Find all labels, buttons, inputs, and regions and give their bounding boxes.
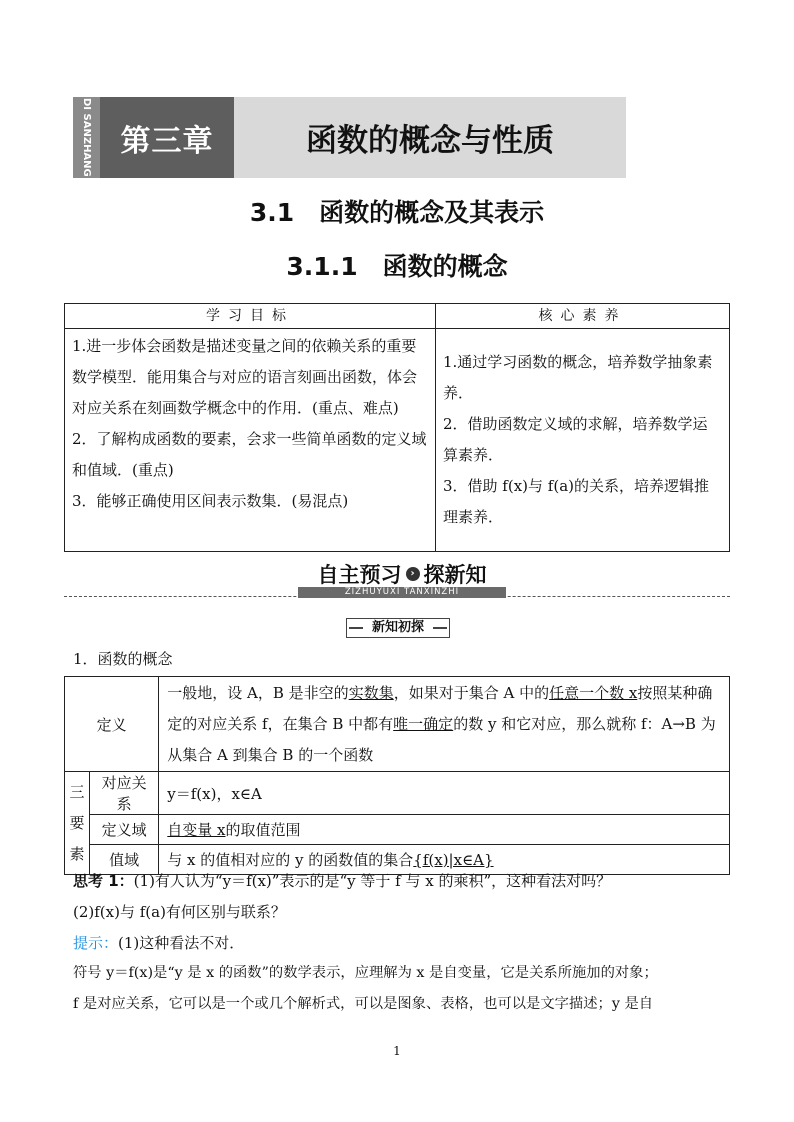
hint-line: 提示：(1)这种看法不对． xyxy=(73,934,245,952)
preview-title xyxy=(309,561,495,587)
goal-item: 3．能够正确使用区间表示数集．(易混点) xyxy=(72,492,349,510)
page-number: 1 xyxy=(393,1044,401,1058)
element-value: 与 x 的值相对应的 y 的函数值的集合{f(x)|x∈A} xyxy=(159,845,730,875)
goal-item: 2．了解构成函数的要素，会求一些简单函数的定义域和值域．(重点) xyxy=(72,430,427,479)
element-label: 值域 xyxy=(90,845,159,875)
preview-pinyin: ZIZHUYUXI TANXINZHI xyxy=(298,587,506,598)
goal-item: 1.进一步体会函数是描述变量之间的依赖关系的重要数学模型．能用集合与对应的语言刻画出函数，体会对应关系在刻画数学概念中的作用．(重点、难点) xyxy=(72,337,418,417)
literacy-item: 1.通过学习函数的概念，培养数学抽象素养． xyxy=(443,353,713,402)
new-knowledge-tag: 新知初探 xyxy=(346,618,450,638)
section-1-title: 1．函数的概念 xyxy=(73,650,173,668)
preview-title-left: 自主预习 xyxy=(317,563,402,587)
answer-line: 符号 y＝f(x)是“y 是 x 的函数”的数学表示，应理解为 x 是自变量，它是关系所施加的对象； xyxy=(73,965,658,981)
chapter-pinyin: DI SANZHANG xyxy=(81,98,92,177)
literacy-header: 核心素养 xyxy=(436,304,730,329)
element-value: y＝f(x)，x∈A xyxy=(159,772,730,815)
chapter-title: 函数的概念与性质 xyxy=(306,123,554,159)
subsection-heading: 3.1.1 函数的概念 xyxy=(286,252,508,281)
literacy-item: 2．借助函数定义域的求解，培养数学运算素养． xyxy=(443,415,708,464)
think-question-1: 思考 1：(1)有人认为“y＝f(x)”表示的是“y 等于 f 与 x 的乘积”，这种看法对吗？ xyxy=(73,872,612,890)
section-heading: 3.1 函数的概念及其表示 xyxy=(249,198,545,227)
goals-header: 学习目标 xyxy=(65,304,436,329)
definition-text: 一般地，设 A，B 是非空的实数集，如果对于集合 A 中的任意一个数 x按照某种确定的对应关系 f，在集合 B 中都有唯一确定的数 y 和它对应，那么就称 f：A→B 为从集合 A 到集合 B 的一个函数 xyxy=(159,677,730,772)
concept-table xyxy=(64,676,730,875)
objectives-table xyxy=(64,303,730,552)
element-value: 自变量 x的取值范围 xyxy=(159,815,730,845)
literacy-item: 3．借助 f(x)与 f(a)的关系，培养逻辑推理素养． xyxy=(443,477,709,526)
chapter-label: 第三章 xyxy=(100,97,234,178)
definition-label: 定义 xyxy=(65,677,159,772)
literacy-cell xyxy=(436,329,730,552)
element-label: 对应关系 xyxy=(90,772,159,815)
three-elements-label: 三要素 xyxy=(65,772,90,875)
answer-line: f 是对应关系，它可以是一个或几个解析式，可以是图象、表格，也可以是文字描述；y 是自 xyxy=(73,996,654,1012)
goals-cell xyxy=(65,329,436,552)
think-question-2: (2)f(x)与 f(a)有何区别与联系？ xyxy=(73,903,286,921)
preview-title-right: 探新知 xyxy=(423,563,487,587)
chevron-right-icon: › xyxy=(406,567,420,581)
element-label: 定义域 xyxy=(90,815,159,845)
